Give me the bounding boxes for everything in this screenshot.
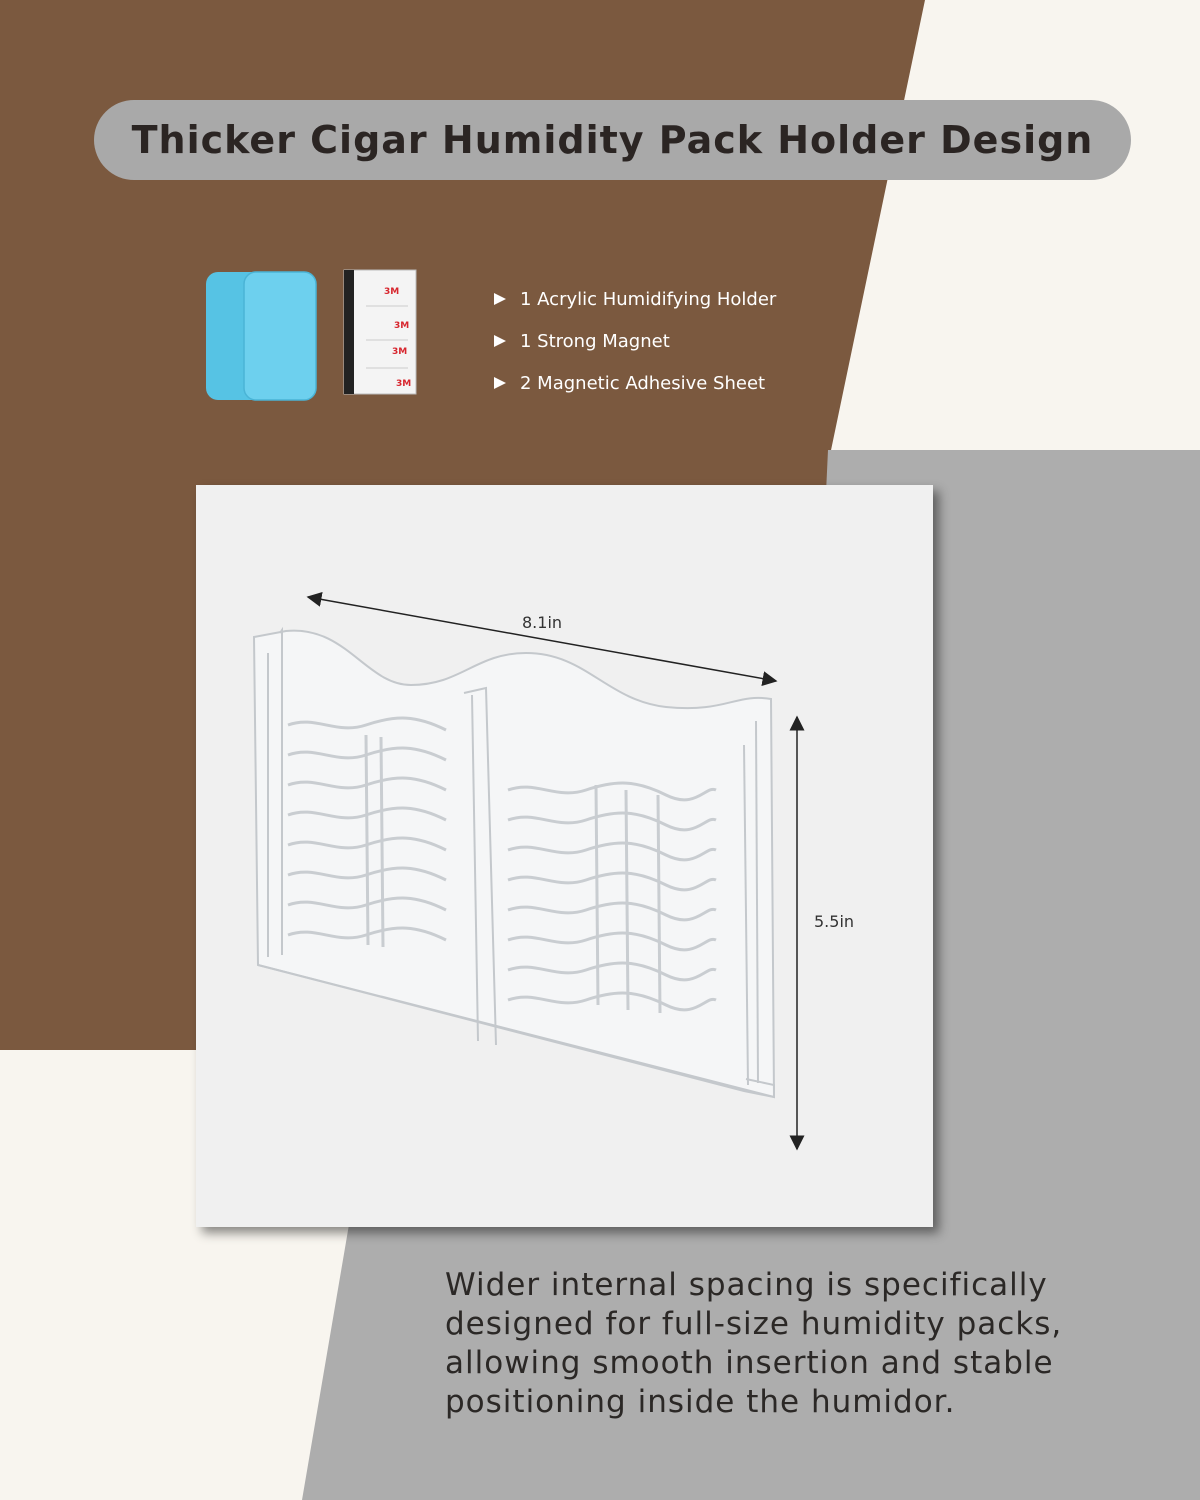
product-photo — [196, 485, 933, 1227]
title-banner — [94, 100, 1131, 180]
accessory-label: 2 Magnetic Adhesive Sheet — [520, 372, 766, 394]
magnet-sheet-icon — [206, 272, 316, 400]
adhesive-tape-icon — [344, 270, 416, 394]
height-label: 5.5in — [814, 912, 855, 931]
svg-text:3M: 3M — [396, 379, 412, 389]
width-label: 8.1in — [522, 613, 563, 632]
svg-text:3M: 3M — [394, 321, 410, 331]
page-title: Thicker Cigar Humidity Pack Holder Design — [131, 118, 1094, 162]
holder-illustration — [254, 630, 774, 1097]
svg-text:3M: 3M — [392, 347, 408, 357]
accessory-list — [494, 278, 776, 404]
accessory-label: 1 Strong Magnet — [520, 330, 670, 352]
accessories-image — [198, 262, 428, 407]
list-item — [494, 278, 776, 320]
svg-text:3M: 3M — [384, 287, 400, 297]
arrow-bullet-icon — [494, 293, 506, 305]
arrow-bullet-icon — [494, 377, 506, 389]
list-item — [494, 362, 776, 404]
list-item — [494, 320, 776, 362]
arrow-bullet-icon — [494, 335, 506, 347]
description-text: Wider internal spacing is specifically designed for full-size humidity packs, allowing smooth insertion and stable positioning inside the humidor. — [445, 1267, 1063, 1420]
accessory-label: 1 Acrylic Humidifying Holder — [520, 288, 777, 310]
